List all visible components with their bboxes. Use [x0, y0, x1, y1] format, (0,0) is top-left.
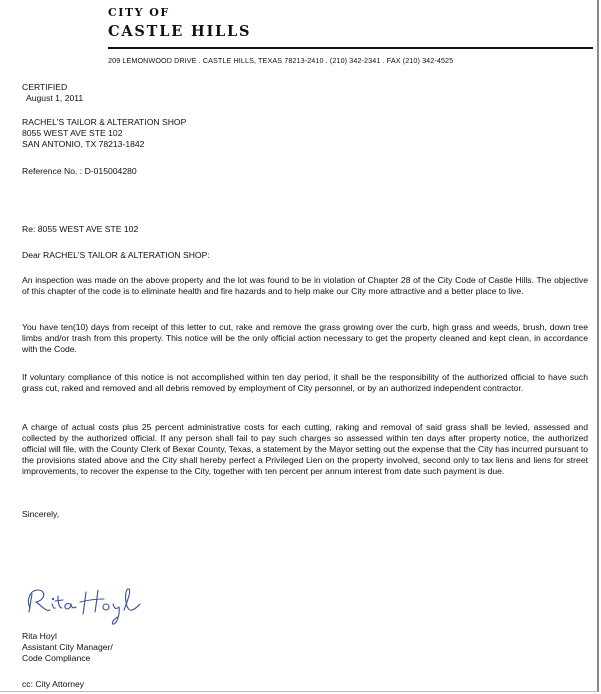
- letterhead: [108, 6, 593, 65]
- letter-date: August 1, 2011: [26, 93, 84, 103]
- paragraph-3: If voluntary compliance of this notice is not accomplished within ten day period, it shall be the responsibility of the authorized official to have such grass cut, raked and removed and all debris removed by employment of City personnel, or by an authorized independent contractor.: [22, 372, 588, 393]
- recipient-street: 8055 WEST AVE STE 102: [22, 128, 123, 138]
- signer-title-2: Code Compliance: [22, 653, 91, 663]
- signature-image: [20, 580, 170, 630]
- certified-label: CERTIFIED: [22, 82, 68, 92]
- recipient-city: SAN ANTONIO, TX 78213-1842: [22, 139, 145, 149]
- letterhead-address: 209 LEMONWOOD DRIVE . CASTLE HILLS, TEXAS 78213-2410 . (210) 342-2341 . FAX (210) 342-4525: [108, 56, 454, 65]
- letterhead-city-of: CITY OF: [108, 6, 170, 19]
- re-line: Re: 8055 WEST AVE STE 102: [22, 224, 139, 234]
- paragraph-2: You have ten(10) days from receipt of this letter to cut, rake and remove the grass growing over the curb, high grass and weeds, brush, down tree limbs and/or trash from this property. This notice will be the only official action necessary to get the property cleaned and kept clean, in accordance with the Code.: [22, 322, 588, 354]
- paragraph-4: A charge of actual costs plus 25 percent administrative costs for each cutting, raking and removal of said grass shall be levied, assessed and collected by the authorized official. If any person shall fail to pay such charges so assessed within ten days after property notice, the authorized official will file, with the County Clerk of Bexar County, Texas, a statement by the Mayor setting out the expense that the City has incurred pursuant to the provisions stated above and the City shall hereby perfect a Privileged Lien on the property involved, second only to tax liens and liens for street improvements, to recover the expense to the City, together with ten percent per annum interest from date such payment is due.: [22, 422, 588, 476]
- closing: Sincerely,: [22, 509, 60, 519]
- cc-line: cc: City Attorney: [22, 679, 85, 689]
- letterhead-city-name: CASTLE HILLS: [108, 23, 252, 40]
- salutation: Dear RACHEL'S TAILOR & ALTERATION SHOP:: [22, 250, 210, 260]
- recipient-name: RACHEL'S TAILOR & ALTERATION SHOP: [22, 117, 187, 127]
- signer-title-1: Assistant City Manager/: [22, 642, 113, 652]
- reference-number: Reference No. : D-015004280: [22, 166, 137, 176]
- signer-name: Rita Hoyl: [22, 631, 57, 641]
- letterhead-rule: [108, 47, 593, 49]
- paragraph-1: An inspection was made on the above property and the lot was found to be in violation of Chapter 28 of the City Code of Castle Hills. The objective of this chapter of the code is to eliminate health and fire hazards and to help make our City more attractive and a better place to live.: [22, 275, 588, 296]
